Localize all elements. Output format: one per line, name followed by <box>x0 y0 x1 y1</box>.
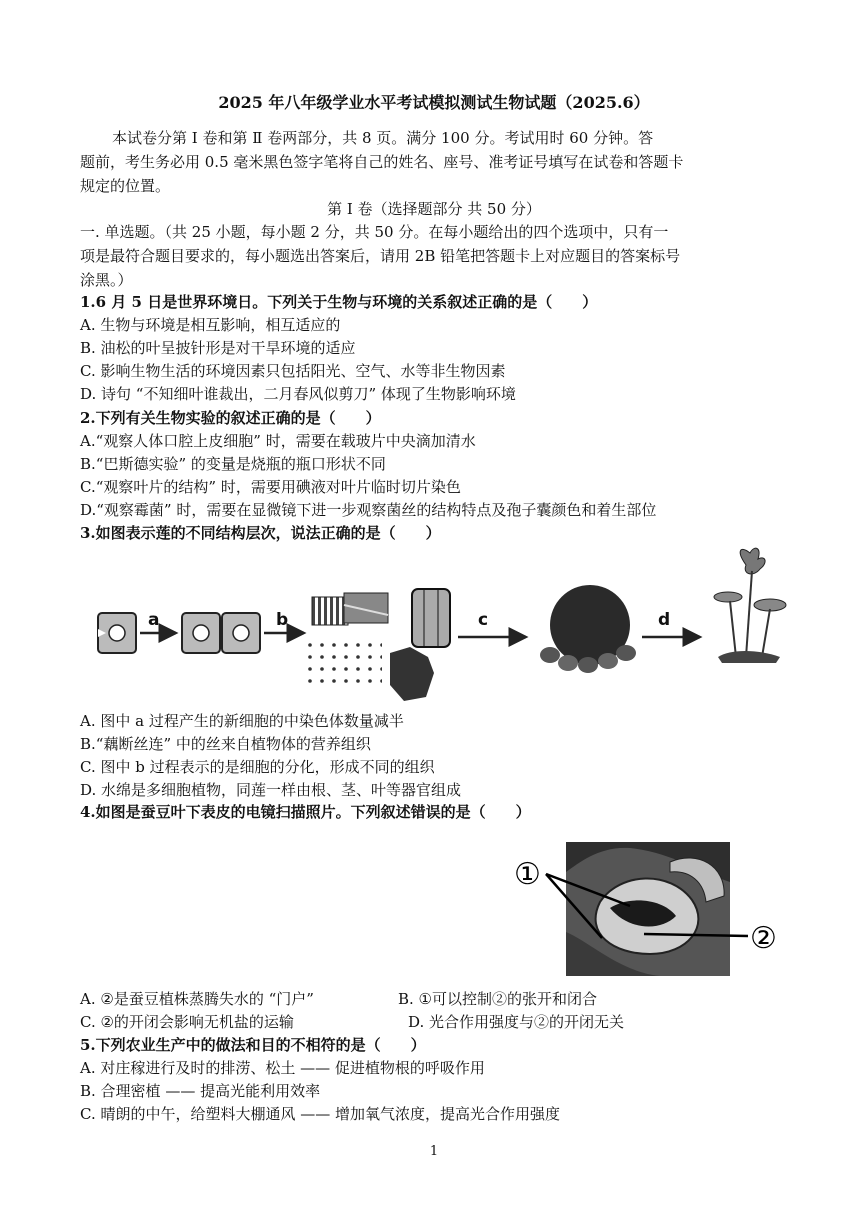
q3-option-c: C. 图中 b 过程表示的是细胞的分化，形成不同的组织 <box>80 758 435 776</box>
q2-option-d: D.“观察霉菌” 时，需要在显微镜下进一步观察菌丝的结构特点及孢子囊颜色和着生部位 <box>80 501 657 519</box>
q5-stem: 5.下列农业生产中的做法和目的不相符的是（ ） <box>80 1036 426 1054</box>
exam-title: 2025 年八年级学业水平考试模拟测试生物试题（2025.6） <box>218 93 650 112</box>
q2-option-a: A.“观察人体口腔上皮细胞” 时，需要在载玻片中央滴加清水 <box>80 432 476 450</box>
stomata-micrograph <box>510 842 800 978</box>
photo-label-2: ② <box>750 921 777 956</box>
q1-option-b: B. 油松的叶呈披针形是对干旱环境的适应 <box>80 339 356 357</box>
arrow-d-label: d <box>658 610 671 630</box>
q5-option-c: C. 晴朗的中午，给塑料大棚通风 —— 增加氧气浓度，提高光合作用强度 <box>80 1105 561 1123</box>
page-number: 1 <box>429 1144 439 1159</box>
q4-option-a: A. ②是蚕豆植株蒸腾失水的 “门户” <box>80 990 314 1008</box>
single-cell-icon <box>98 613 136 653</box>
q3-option-a: A. 图中 a 过程产生的新细胞的中染色体数量减半 <box>80 712 404 730</box>
q2-stem: 2.下列有关生物实验的叙述正确的是（ ） <box>80 409 381 427</box>
q5-option-a: A. 对庄稼进行及时的排涝、松土 —— 促进植物根的呼吸作用 <box>80 1059 485 1077</box>
lotus-structure-diagram <box>90 545 810 705</box>
arrow-a-label: a <box>148 610 160 630</box>
lotus-plant-icon <box>714 548 786 663</box>
section-title: 第 Ⅰ 卷（选择题部分 共 50 分） <box>327 200 541 218</box>
intro-line-3: 规定的位置。 <box>80 177 171 195</box>
q1-stem: 1.6 月 5 日是世界环境日。下列关于生物与环境的关系叙述正确的是（ ） <box>80 293 598 311</box>
arrow-b-label: b <box>276 610 289 630</box>
q3-stem: 3.如图表示莲的不同结构层次，说法正确的是（ ） <box>80 524 441 542</box>
intro-line-1: 本试卷分第 Ⅰ 卷和第 Ⅱ 卷两部分，共 8 页。满分 100 分。考试用时 60 分钟。答 <box>112 129 654 147</box>
q4-option-d: D. 光合作用强度与②的开闭无关 <box>408 1013 625 1031</box>
q1-option-d: D. 诗句 “不知细叶谁裁出，二月春风似剪刀” 体现了生物影响环境 <box>80 385 516 403</box>
photo-label-1: ① <box>514 857 541 892</box>
dividing-cells-icon <box>182 613 260 653</box>
q2-option-c: C.“观察叶片的结构” 时，需要用碘液对叶片临时切片染色 <box>80 478 461 496</box>
q4-stem: 4.如图是蚕豆叶下表皮的电镜扫描照片。下列叙述错误的是（ ） <box>80 803 531 821</box>
q4-option-b: B. ①可以控制②的张开和闭合 <box>398 990 598 1008</box>
lotus-seedpod-icon <box>540 585 636 673</box>
arrow-c-label: c <box>478 610 489 630</box>
q1-option-a: A. 生物与环境是相互影响，相互适应的 <box>80 316 341 334</box>
q3-option-b: B.“藕断丝连” 中的丝来自植物体的营养组织 <box>80 735 371 753</box>
instructions-line-1: 一. 单选题。（共 25 小题，每小题 2 分，共 50 分。在每小题给出的四个选项中，只有一 <box>80 223 669 241</box>
q2-option-b: B.“巴斯德实验” 的变量是烧瓶的瓶口形状不同 <box>80 455 386 473</box>
q3-option-d: D. 水绵是多细胞植物，同莲一样由根、茎、叶等器官组成 <box>80 781 462 799</box>
instructions-line-3: 涂黑。） <box>80 271 133 289</box>
q1-option-c: C. 影响生物生活的环境因素只包括阳光、空气、水等非生物因素 <box>80 362 506 380</box>
instructions-line-2: 项是最符合题目要求的，每小题选出答案后，请用 2B 铅笔把答题卡上对应题目的答案标号 <box>80 247 681 265</box>
intro-line-2: 题前，考生务必用 0.5 毫米黑色签字笔将自己的姓名、座号、准考证号填写在试卷和答题卡 <box>80 153 684 171</box>
q4-option-c: C. ②的开闭会影响无机盐的运输 <box>80 1013 294 1031</box>
tissues-icon <box>302 589 450 701</box>
q5-option-b: B. 合理密植 —— 提高光能利用效率 <box>80 1082 321 1100</box>
